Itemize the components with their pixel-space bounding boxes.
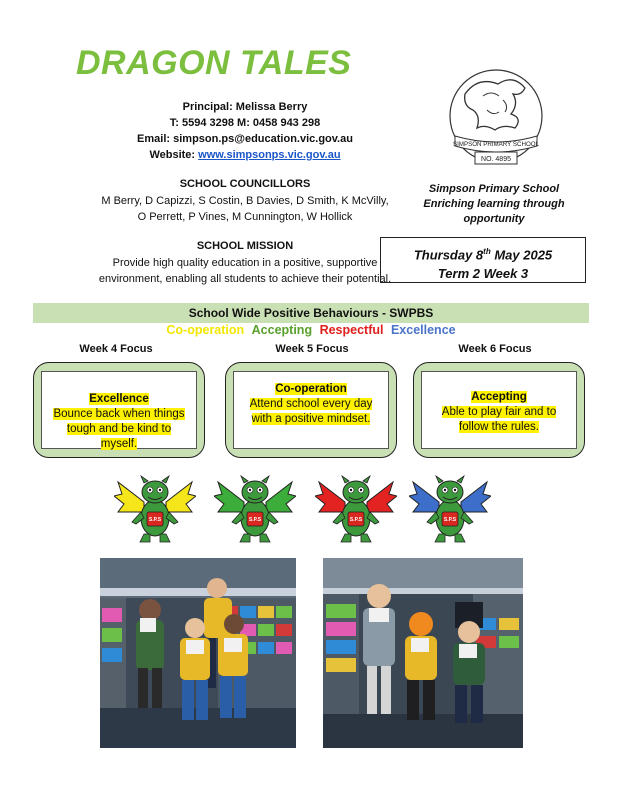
dragon-badge-text: S.P.S [349, 517, 363, 523]
issue-date [381, 242, 585, 264]
value-respectful: Respectful [319, 323, 384, 337]
newsletter-title: DRAGON TALES [76, 44, 352, 82]
week-4-focus-content [41, 371, 197, 449]
principal-line: Principal: Melissa Berry [182, 101, 308, 113]
date-box [380, 237, 586, 283]
week-5-focus-title: Co-operation [275, 383, 347, 395]
week-6-focus-content [421, 371, 577, 449]
school-name: Simpson Primary School [428, 183, 560, 195]
week-4-focus-heading: Week 4 Focus [79, 343, 153, 355]
date-month-year: May 2025 [490, 247, 553, 263]
term-week: Term 2 Week 3 [437, 266, 529, 282]
councillors-list [30, 193, 460, 225]
week-5-focus-line-1: Attend school every day [249, 398, 373, 410]
value-accepting: Accepting [251, 323, 313, 337]
week-5-focus-heading: Week 5 Focus [275, 343, 349, 355]
week-6-focus-line-2: follow the rules. [459, 421, 539, 433]
dragon-mascot-yellow-icon [114, 472, 196, 544]
swpbs-title-bar: School Wide Positive Behaviours - SWPBS [33, 303, 589, 323]
councillors-line-1: M Berry, D Capizzi, S Costin, B Davies, D Smith, K McVilly, [101, 195, 389, 207]
week-4-focus-card [33, 362, 205, 458]
students-photo-right [323, 558, 523, 748]
mission-line-1: Provide high quality education in a positive, supportive [112, 257, 378, 269]
dragon-mascot-blue-icon [409, 472, 491, 544]
week-5-focus-line-2: with a positive mindset. [251, 413, 371, 425]
week-4-focus-title: Excellence [89, 393, 149, 405]
contact-block [40, 99, 450, 163]
tagline-line-2: opportunity [463, 213, 525, 225]
website-line [40, 147, 450, 163]
school-tagline [400, 182, 588, 227]
value-excellence: Excellence [390, 323, 456, 337]
date-suffix: th [483, 247, 491, 256]
date-day: Thursday 8 [413, 247, 484, 263]
dragon-badge-text: S.P.S [148, 517, 162, 523]
week-6-focus-line-1: Able to play fair and to [441, 406, 557, 418]
website-label: Website: [149, 149, 199, 161]
mission-line-2: environment, enabling all students to achieve their potential. [98, 273, 392, 285]
tagline-line-1: Enriching learning through [423, 198, 565, 210]
logo-number: NO. 4895 [481, 156, 511, 163]
councillors-line-2: O Perrett, P Vines, M Cunnington, W Hollick [137, 211, 353, 223]
mission-heading: SCHOOL MISSION [196, 240, 294, 252]
dragon-mascot-red-icon [315, 472, 397, 544]
dragon-mascot-green-icon [214, 472, 296, 544]
week-5-focus-card [225, 362, 397, 458]
logo-school-text: SIMPSON PRIMARY SCHOOL [452, 141, 540, 148]
councillors-heading: SCHOOL COUNCILLORS [179, 178, 311, 190]
email-line: Email: simpson.ps@education.vic.gov.au [137, 133, 353, 145]
week-5-focus-content [233, 371, 389, 449]
week-4-focus-line-2: tough and be kind to [66, 423, 172, 435]
week-4-focus-line-1: Bounce back when things [53, 408, 185, 420]
week-4-focus-line-3: myself. [100, 438, 138, 450]
dragon-badge-text: S.P.S [443, 517, 457, 523]
school-logo-icon [443, 66, 549, 172]
students-photo-left [100, 558, 296, 748]
dragon-badge-text: S.P.S [248, 517, 262, 523]
phone-line: T: 5594 3298 M: 0458 943 298 [169, 117, 321, 129]
website-link[interactable]: www.simpsonps.vic.gov.au [198, 149, 341, 161]
swpbs-values [33, 323, 589, 337]
week-6-focus-title: Accepting [471, 391, 527, 403]
week-6-focus-heading: Week 6 Focus [458, 343, 532, 355]
week-6-focus-card [413, 362, 585, 458]
value-cooperation: Co-operation [166, 323, 245, 337]
